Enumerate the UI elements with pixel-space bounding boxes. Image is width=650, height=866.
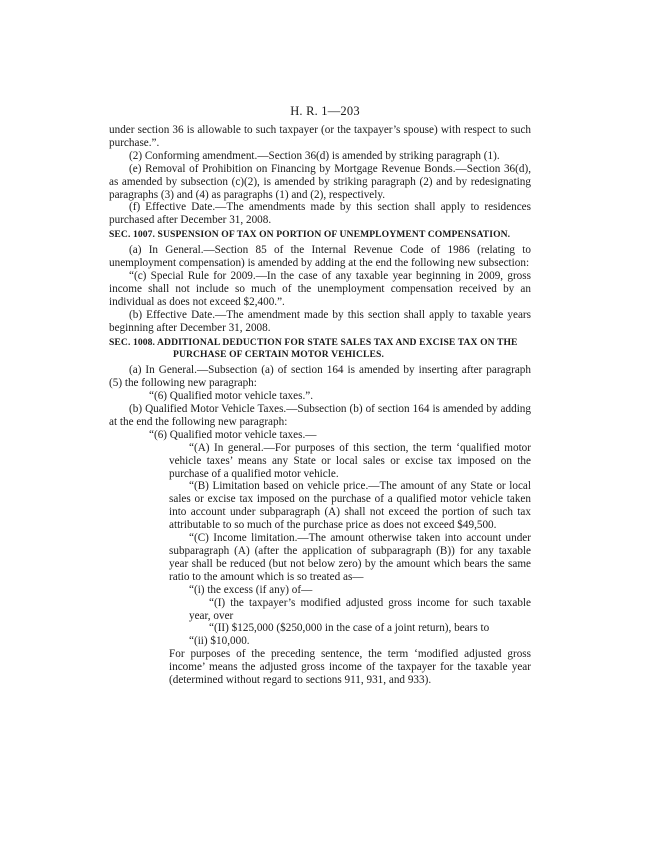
paragraph: “(ii) $10,000.	[189, 635, 250, 648]
paragraph	[109, 150, 531, 163]
section-heading: SEC. 1007. SUSPENSION OF TAX ON PORTION OF UNEMPLOYMENT COMPENSATION.	[109, 229, 511, 241]
paragraph: “(I) the taxpayer’s modified adjusted gross income for such taxable year, over	[189, 596, 531, 622]
paragraph: “(II) $125,000 ($250,000 in the case of a joint return), bears to	[209, 622, 490, 635]
paragraph: (f) Effective Date.—The amendments made by this section shall apply to residences purchased after December 31, 2008.	[109, 201, 531, 227]
paragraph: “(6) Qualified motor vehicle taxes.”.	[149, 390, 314, 403]
paragraph: (a) In General.—Subsection (a) of section 164 is amended by inserting after paragraph (5) the following new paragraph:	[109, 364, 531, 390]
paragraph: (b) Qualified Motor Vehicle Taxes.—Subsection (b) of section 164 is amended by adding at the end the following new paragraph:	[109, 403, 531, 428]
paragraph: For purposes of the preceding sentence, the term ‘modified adjusted gross income’ means the adjusted gross income of the taxpayer for the taxable year (determined without regard to sections 911, 931, and 933).	[169, 648, 531, 687]
page-header: H. R. 1—203	[290, 104, 360, 118]
paragraph: “(6) Qualified motor vehicle taxes.—	[149, 428, 317, 441]
paragraph: “(i) the excess (if any) of—	[189, 583, 313, 596]
paragraph: “(A) In general.—For purposes of this section, the term ‘qualified motor vehicle taxes’ means any State or local sales or excise tax imposed on the purchase of a qualified motor vehicle.	[169, 441, 531, 480]
paragraph-text: (2) Conforming amendment.—Section 36(d) is amended by striking paragraph (1).	[129, 149, 500, 162]
paragraph: under section 36 is allowable to such taxpayer (or the taxpayer’s spouse) with respect to such purchase.”.	[109, 124, 531, 149]
paragraph: “(C) Income limitation.—The amount otherwise taken into account under subparagraph (A) (after the application of subparagraph (B)) for any taxable year shall be reduced (but not below zero) by the amount which bears the same ratio to the amount which is so treated as—	[169, 532, 531, 583]
paragraph: (b) Effective Date.—The amendment made by this section shall apply to taxable years beginning after December 31, 2008.	[109, 308, 531, 334]
section-heading: SEC. 1008. ADDITIONAL DEDUCTION FOR STATE SALES TAX AND EXCISE TAX ON THE PURCHASE OF CERTAIN MOTOR VEHICLES.	[109, 336, 518, 361]
paragraph: (a) In General.—Section 85 of the Internal Revenue Code of 1986 (relating to unemployment compensation) is amended by adding at the end the following new subsection:	[109, 244, 531, 270]
paragraph: “(B) Limitation based on vehicle price.—The amount of any State or local sales or excise tax imposed on the purchase of a qualified motor vehicle taken into account under subparagraph (A) shall not exceed the portion of such tax attributable to so much of the purchase price as does not exceed $49,500.	[169, 480, 531, 532]
document-body	[109, 124, 531, 687]
paragraph: (e) Removal of Prohibition on Financing by Mortgage Revenue Bonds.—Section 36(d), as amended by subsection (c)(2), is amended by striking paragraph (2) and by redesignating paragraphs (3) and (4) as paragraphs (1) and (2), respectively.	[109, 162, 531, 201]
paragraph: “(c) Special Rule for 2009.—In the case of any taxable year beginning in 2009, gross income shall not include so much of the unemployment compensation received by an individual as does not exceed $2,400.”.	[109, 269, 531, 308]
